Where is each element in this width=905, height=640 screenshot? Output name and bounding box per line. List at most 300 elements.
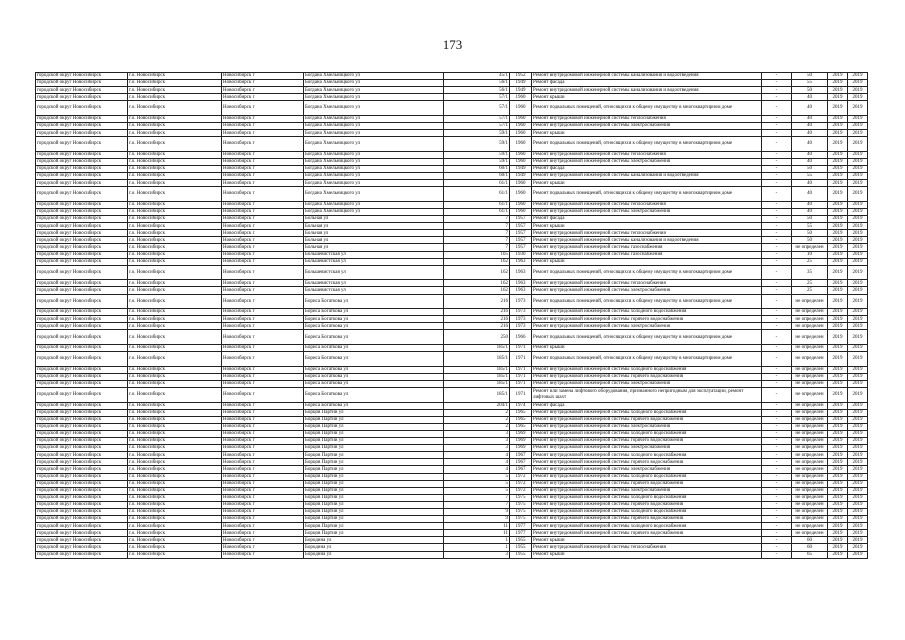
- district-cell: г.о. Новосибирск: [128, 452, 222, 459]
- table-row: [36, 209, 868, 216]
- work-type-cell: Ремонт фасада: [532, 216, 762, 223]
- year-to-cell: 2019: [848, 501, 868, 508]
- city-cell: Новосибирск г: [222, 101, 304, 116]
- municipality-cell: городской округ Новосибирск: [36, 309, 128, 316]
- street-cell: Борцов Партии ул: [304, 430, 444, 437]
- wear-cell: 50: [792, 216, 828, 223]
- year-to-cell: 2019: [848, 251, 868, 258]
- wear-cell: не определен: [792, 445, 828, 452]
- municipality-cell: городской округ Новосибирск: [36, 294, 128, 309]
- house-cell: 45/1: [444, 73, 510, 80]
- house-cell: 7: [444, 223, 510, 230]
- wear-cell: 55: [792, 223, 828, 230]
- dash-cell: -: [762, 166, 792, 173]
- dash-cell: -: [762, 316, 792, 323]
- wear-cell: не определен: [792, 480, 828, 487]
- year-cell: 1975: [510, 508, 532, 515]
- table-row: [36, 330, 868, 345]
- table-row: [36, 223, 868, 230]
- city-cell: Новосибирск г: [222, 230, 304, 237]
- year-from-cell: 2019: [828, 316, 848, 323]
- year-from-cell: 2019: [828, 294, 848, 309]
- year-to-cell: 2019: [848, 130, 868, 137]
- dash-cell: -: [762, 137, 792, 152]
- dash-cell: -: [762, 537, 792, 544]
- wear-cell: 50: [792, 73, 828, 80]
- work-type-cell: Ремонт или замена лифтового оборудования, признанного непригодным для эксплуатации, ремонт лифтовых шахт: [532, 387, 762, 402]
- work-type-cell: Ремонт внутридомовой инженерной системы холодного водоснабжения: [532, 430, 762, 437]
- dash-cell: -: [762, 409, 792, 416]
- house-cell: 59/1: [444, 130, 510, 137]
- dash-cell: -: [762, 216, 792, 223]
- city-cell: Новосибирск г: [222, 87, 304, 94]
- table-row: [36, 173, 868, 180]
- municipality-cell: городской округ Новосибирск: [36, 280, 128, 287]
- dash-cell: -: [762, 87, 792, 94]
- city-cell: Новосибирск г: [222, 466, 304, 473]
- city-cell: Новосибирск г: [222, 180, 304, 187]
- street-cell: Больная ул: [304, 216, 444, 223]
- street-cell: Борцов Партии ул: [304, 452, 444, 459]
- work-type-cell: Ремонт внутридомовой инженерной системы горячего водоснабжения: [532, 530, 762, 537]
- dash-cell: -: [762, 508, 792, 515]
- table-row: [36, 137, 868, 152]
- dash-cell: -: [762, 480, 792, 487]
- year-from-cell: 2019: [828, 223, 848, 230]
- year-from-cell: 2019: [828, 423, 848, 430]
- year-cell: 1965: [510, 423, 532, 430]
- year-cell: 1972: [510, 487, 532, 494]
- table-row: [36, 158, 868, 165]
- wear-cell: не определен: [792, 345, 828, 352]
- municipality-cell: городской округ Новосибирск: [36, 237, 128, 244]
- municipality-cell: городской округ Новосибирск: [36, 402, 128, 409]
- municipality-cell: городской округ Новосибирск: [36, 352, 128, 367]
- district-cell: г.о. Новосибирск: [128, 280, 222, 287]
- city-cell: Новосибирск г: [222, 416, 304, 423]
- table-row: [36, 258, 868, 265]
- city-cell: Новосибирск г: [222, 151, 304, 158]
- dash-cell: -: [762, 544, 792, 551]
- year-from-cell: 2019: [828, 480, 848, 487]
- city-cell: Новосибирск г: [222, 501, 304, 508]
- year-from-cell: 2019: [828, 416, 848, 423]
- house-cell: 185/1: [444, 373, 510, 380]
- table-row: [36, 216, 868, 223]
- street-cell: Богдана Хмельницкого ул: [304, 137, 444, 152]
- district-cell: г.о. Новосибирск: [128, 551, 222, 558]
- year-from-cell: 2019: [828, 352, 848, 367]
- city-cell: Новосибирск г: [222, 480, 304, 487]
- year-cell: 1963: [510, 280, 532, 287]
- year-cell: 1975: [510, 501, 532, 508]
- municipality-cell: городской округ Новосибирск: [36, 530, 128, 537]
- year-from-cell: 2019: [828, 544, 848, 551]
- district-cell: г.о. Новосибирск: [128, 544, 222, 551]
- year-cell: 1955: [510, 537, 532, 544]
- dash-cell: -: [762, 287, 792, 294]
- house-cell: 61/1: [444, 187, 510, 202]
- year-from-cell: 2019: [828, 87, 848, 94]
- district-cell: г.о. Новосибирск: [128, 309, 222, 316]
- street-cell: Борцов Партии ул: [304, 530, 444, 537]
- wear-cell: 50: [792, 230, 828, 237]
- municipality-cell: городской округ Новосибирск: [36, 494, 128, 501]
- table-row: [36, 459, 868, 466]
- year-from-cell: 2019: [828, 466, 848, 473]
- work-type-cell: Ремонт крыши: [532, 551, 762, 558]
- year-cell: 1960: [510, 115, 532, 122]
- municipality-cell: городской округ Новосибирск: [36, 330, 128, 345]
- street-cell: Богдана Хмельницкого ул: [304, 187, 444, 202]
- street-cell: Борцов Партии ул: [304, 523, 444, 530]
- year-from-cell: 2019: [828, 265, 848, 280]
- dash-cell: -: [762, 309, 792, 316]
- year-to-cell: 2019: [848, 158, 868, 165]
- municipality-cell: городской округ Новосибирск: [36, 409, 128, 416]
- year-cell: 1949: [510, 87, 532, 94]
- year-cell: 1957: [510, 244, 532, 251]
- city-cell: Новосибирск г: [222, 201, 304, 208]
- wear-cell: не определен: [792, 387, 828, 402]
- house-cell: 2: [444, 423, 510, 430]
- district-cell: г.о. Новосибирск: [128, 87, 222, 94]
- year-to-cell: 2019: [848, 187, 868, 202]
- wear-cell: не определен: [792, 530, 828, 537]
- year-cell: 1960: [510, 158, 532, 165]
- table-row: [36, 251, 868, 258]
- dash-cell: -: [762, 452, 792, 459]
- year-from-cell: 2019: [828, 180, 848, 187]
- year-to-cell: 2019: [848, 352, 868, 367]
- year-to-cell: 2019: [848, 258, 868, 265]
- year-cell: 1963: [510, 287, 532, 294]
- city-cell: Новосибирск г: [222, 551, 304, 558]
- year-from-cell: 2019: [828, 187, 848, 202]
- year-from-cell: 2019: [828, 452, 848, 459]
- district-cell: г.о. Новосибирск: [128, 187, 222, 202]
- year-cell: 1960: [510, 151, 532, 158]
- wear-cell: не определен: [792, 373, 828, 380]
- work-type-cell: Ремонт подвальных помещений, относящихся к общему имуществу в многоквартирном доме: [532, 265, 762, 280]
- municipality-cell: городской округ Новосибирск: [36, 251, 128, 258]
- dash-cell: -: [762, 402, 792, 409]
- municipality-cell: городской округ Новосибирск: [36, 501, 128, 508]
- street-cell: Больная ул: [304, 244, 444, 251]
- year-to-cell: 2019: [848, 173, 868, 180]
- city-cell: Новосибирск г: [222, 537, 304, 544]
- dash-cell: -: [762, 352, 792, 367]
- dash-cell: -: [762, 551, 792, 558]
- work-type-cell: Ремонт крыши: [532, 537, 762, 544]
- city-cell: Новосибирск г: [222, 438, 304, 445]
- house-cell: 61/1: [444, 209, 510, 216]
- wear-cell: не определен: [792, 352, 828, 367]
- dash-cell: -: [762, 501, 792, 508]
- municipality-cell: городской округ Новосибирск: [36, 80, 128, 87]
- house-cell: 185/1: [444, 380, 510, 387]
- year-to-cell: 2019: [848, 366, 868, 373]
- municipality-cell: городской округ Новосибирск: [36, 373, 128, 380]
- street-cell: Бориса Богаткова ул: [304, 352, 444, 367]
- district-cell: г.о. Новосибирск: [128, 251, 222, 258]
- year-to-cell: 2019: [848, 230, 868, 237]
- city-cell: Новосибирск г: [222, 244, 304, 251]
- year-from-cell: 2019: [828, 230, 848, 237]
- district-cell: г.о. Новосибирск: [128, 402, 222, 409]
- house-cell: 3: [444, 551, 510, 558]
- wear-cell: не определен: [792, 430, 828, 437]
- table-row: [36, 487, 868, 494]
- year-cell: 1930: [510, 251, 532, 258]
- year-cell: 1949: [510, 173, 532, 180]
- year-cell: 1972: [510, 473, 532, 480]
- year-from-cell: 2019: [828, 373, 848, 380]
- capital-repair-table: [35, 72, 868, 559]
- year-to-cell: 2019: [848, 80, 868, 87]
- wear-cell: 55: [792, 173, 828, 180]
- year-to-cell: 2019: [848, 409, 868, 416]
- municipality-cell: городской округ Новосибирск: [36, 265, 128, 280]
- year-to-cell: 2019: [848, 402, 868, 409]
- table-row: [36, 87, 868, 94]
- year-to-cell: 2019: [848, 330, 868, 345]
- year-cell: 1965: [510, 416, 532, 423]
- municipality-cell: городской округ Новосибирск: [36, 438, 128, 445]
- municipality-cell: городской округ Новосибирск: [36, 551, 128, 558]
- dash-cell: -: [762, 387, 792, 402]
- street-cell: Богдана Хмельницкого ул: [304, 80, 444, 87]
- work-type-cell: Ремонт крыши: [532, 223, 762, 230]
- district-cell: г.о. Новосибирск: [128, 352, 222, 367]
- dash-cell: -: [762, 201, 792, 208]
- year-to-cell: 2019: [848, 137, 868, 152]
- street-cell: Бориса Богаткова ул: [304, 330, 444, 345]
- dash-cell: -: [762, 438, 792, 445]
- wear-cell: 60: [792, 537, 828, 544]
- house-cell: 5: [444, 480, 510, 487]
- table-row: [36, 501, 868, 508]
- city-cell: Новосибирск г: [222, 373, 304, 380]
- table-row: [36, 438, 868, 445]
- table-row: [36, 416, 868, 423]
- year-cell: 1960: [510, 209, 532, 216]
- wear-cell: не определен: [792, 523, 828, 530]
- dash-cell: -: [762, 416, 792, 423]
- year-to-cell: 2019: [848, 373, 868, 380]
- work-type-cell: Ремонт внутридомовой инженерной системы теплоснабжения: [532, 201, 762, 208]
- table-row: [36, 508, 868, 515]
- district-cell: г.о. Новосибирск: [128, 216, 222, 223]
- year-to-cell: 2019: [848, 123, 868, 130]
- street-cell: Больная ул: [304, 223, 444, 230]
- street-cell: Бориса Богаткова ул: [304, 345, 444, 352]
- district-cell: г.о. Новосибирск: [128, 201, 222, 208]
- wear-cell: 25: [792, 287, 828, 294]
- work-type-cell: Ремонт крыши: [532, 345, 762, 352]
- house-cell: 61/1: [444, 201, 510, 208]
- year-cell: 1971: [510, 380, 532, 387]
- year-from-cell: 2019: [828, 537, 848, 544]
- street-cell: Бориса Богаткова ул: [304, 373, 444, 380]
- street-cell: Борцов Партии ул: [304, 416, 444, 423]
- street-cell: Богдана Хмельницкого ул: [304, 101, 444, 116]
- district-cell: г.о. Новосибирск: [128, 409, 222, 416]
- district-cell: г.о. Новосибирск: [128, 345, 222, 352]
- dash-cell: -: [762, 251, 792, 258]
- city-cell: Новосибирск г: [222, 352, 304, 367]
- work-type-cell: Ремонт внутридомовой инженерной системы канализования и водоотведения: [532, 73, 762, 80]
- house-cell: 57/1: [444, 94, 510, 101]
- house-cell: 4: [444, 452, 510, 459]
- table-row: [36, 265, 868, 280]
- dash-cell: -: [762, 180, 792, 187]
- street-cell: Богдана Хмельницкого ул: [304, 87, 444, 94]
- municipality-cell: городской округ Новосибирск: [36, 445, 128, 452]
- street-cell: Бориса Богаткова ул: [304, 402, 444, 409]
- house-cell: 204/1: [444, 402, 510, 409]
- street-cell: Бориса Богаткова ул: [304, 294, 444, 309]
- page-number: 173: [442, 37, 463, 52]
- table-row: [36, 494, 868, 501]
- city-cell: Новосибирск г: [222, 345, 304, 352]
- city-cell: Новосибирск г: [222, 309, 304, 316]
- dash-cell: -: [762, 187, 792, 202]
- house-cell: 7: [444, 244, 510, 251]
- dash-cell: -: [762, 323, 792, 330]
- municipality-cell: городской округ Новосибирск: [36, 423, 128, 430]
- house-cell: 59/1: [444, 158, 510, 165]
- year-cell: 1952: [510, 73, 532, 80]
- work-type-cell: Ремонт внутридомовой инженерной системы теплоснабжения: [532, 230, 762, 237]
- year-from-cell: 2019: [828, 258, 848, 265]
- house-cell: 250: [444, 330, 510, 345]
- year-cell: 1967: [510, 452, 532, 459]
- wear-cell: 50: [792, 87, 828, 94]
- dash-cell: -: [762, 345, 792, 352]
- dash-cell: -: [762, 258, 792, 265]
- table-row: [36, 345, 868, 352]
- district-cell: г.о. Новосибирск: [128, 416, 222, 423]
- work-type-cell: Ремонт подвальных помещений, относящихся к общему имуществу в многоквартирном доме: [532, 137, 762, 152]
- year-to-cell: 2019: [848, 494, 868, 501]
- year-to-cell: 2019: [848, 180, 868, 187]
- year-from-cell: 2019: [828, 523, 848, 530]
- year-cell: 1973: [510, 323, 532, 330]
- city-cell: Новосибирск г: [222, 323, 304, 330]
- table-row: [36, 151, 868, 158]
- dash-cell: -: [762, 237, 792, 244]
- house-cell: 7: [444, 494, 510, 501]
- city-cell: Новосибирск г: [222, 280, 304, 287]
- year-cell: 1971: [510, 366, 532, 373]
- year-cell: 1973: [510, 309, 532, 316]
- year-from-cell: 2019: [828, 287, 848, 294]
- work-type-cell: Ремонт внутридомовой инженерной системы теплоснабжения: [532, 280, 762, 287]
- city-cell: Новосибирск г: [222, 387, 304, 402]
- street-cell: Борцов Партии ул: [304, 508, 444, 515]
- district-cell: г.о. Новосибирск: [128, 137, 222, 152]
- year-cell: 1955: [510, 544, 532, 551]
- municipality-cell: городской округ Новосибирск: [36, 544, 128, 551]
- district-cell: г.о. Новосибирск: [128, 80, 222, 87]
- work-type-cell: Ремонт внутридомовой инженерной системы горячего водоснабжения: [532, 516, 762, 523]
- work-type-cell: Ремонт крыши: [532, 130, 762, 137]
- year-from-cell: 2019: [828, 530, 848, 537]
- municipality-cell: городской округ Новосибирск: [36, 223, 128, 230]
- district-cell: г.о. Новосибирск: [128, 380, 222, 387]
- year-from-cell: 2019: [828, 209, 848, 216]
- work-type-cell: Ремонт внутридомовой инженерной системы электроснабжения: [532, 487, 762, 494]
- house-cell: 59/1: [444, 151, 510, 158]
- work-type-cell: Ремонт фасада: [532, 80, 762, 87]
- wear-cell: не определен: [792, 494, 828, 501]
- house-cell: 7: [444, 216, 510, 223]
- district-cell: г.о. Новосибирск: [128, 530, 222, 537]
- year-from-cell: 2019: [828, 473, 848, 480]
- wear-cell: не определен: [792, 459, 828, 466]
- municipality-cell: городской округ Новосибирск: [36, 244, 128, 251]
- year-cell: 1960: [510, 94, 532, 101]
- year-to-cell: 2019: [848, 466, 868, 473]
- municipality-cell: городской округ Новосибирск: [36, 94, 128, 101]
- house-cell: 7: [444, 501, 510, 508]
- street-cell: Борцов Партии ул: [304, 487, 444, 494]
- city-cell: Новосибирск г: [222, 445, 304, 452]
- city-cell: Новосибирск г: [222, 402, 304, 409]
- municipality-cell: городской округ Новосибирск: [36, 516, 128, 523]
- year-from-cell: 2019: [828, 309, 848, 316]
- wear-cell: 40: [792, 209, 828, 216]
- municipality-cell: городской округ Новосибирск: [36, 466, 128, 473]
- city-cell: Новосибирск г: [222, 452, 304, 459]
- house-cell: 60/1: [444, 166, 510, 173]
- house-cell: 105: [444, 251, 510, 258]
- dash-cell: -: [762, 230, 792, 237]
- district-cell: г.о. Новосибирск: [128, 523, 222, 530]
- municipality-cell: городской округ Новосибирск: [36, 230, 128, 237]
- year-to-cell: 2019: [848, 445, 868, 452]
- table-row: [36, 180, 868, 187]
- street-cell: Борцов Партии ул: [304, 480, 444, 487]
- dash-cell: -: [762, 423, 792, 430]
- district-cell: г.о. Новосибирск: [128, 223, 222, 230]
- house-cell: 56/1: [444, 87, 510, 94]
- work-type-cell: Ремонт внутридомовой инженерной системы электроснабжения: [532, 209, 762, 216]
- year-from-cell: 2019: [828, 101, 848, 116]
- street-cell: Борцов Партии ул: [304, 423, 444, 430]
- district-cell: г.о. Новосибирск: [128, 209, 222, 216]
- work-type-cell: Ремонт подвальных помещений, относящихся к общему имуществу в многоквартирном доме: [532, 187, 762, 202]
- year-cell: 1967: [510, 466, 532, 473]
- year-cell: 1963: [510, 258, 532, 265]
- year-from-cell: 2019: [828, 73, 848, 80]
- city-cell: Новосибирск г: [222, 258, 304, 265]
- municipality-cell: городской округ Новосибирск: [36, 323, 128, 330]
- wear-cell: не определен: [792, 416, 828, 423]
- wear-cell: не определен: [792, 438, 828, 445]
- year-cell: 1957: [510, 237, 532, 244]
- year-cell: 1957: [510, 230, 532, 237]
- table-row: [36, 294, 868, 309]
- house-cell: 216: [444, 316, 510, 323]
- year-to-cell: 2019: [848, 380, 868, 387]
- year-from-cell: 2019: [828, 94, 848, 101]
- year-to-cell: 2019: [848, 115, 868, 122]
- year-cell: 1971: [510, 352, 532, 367]
- district-cell: г.о. Новосибирск: [128, 473, 222, 480]
- year-from-cell: 2019: [828, 430, 848, 437]
